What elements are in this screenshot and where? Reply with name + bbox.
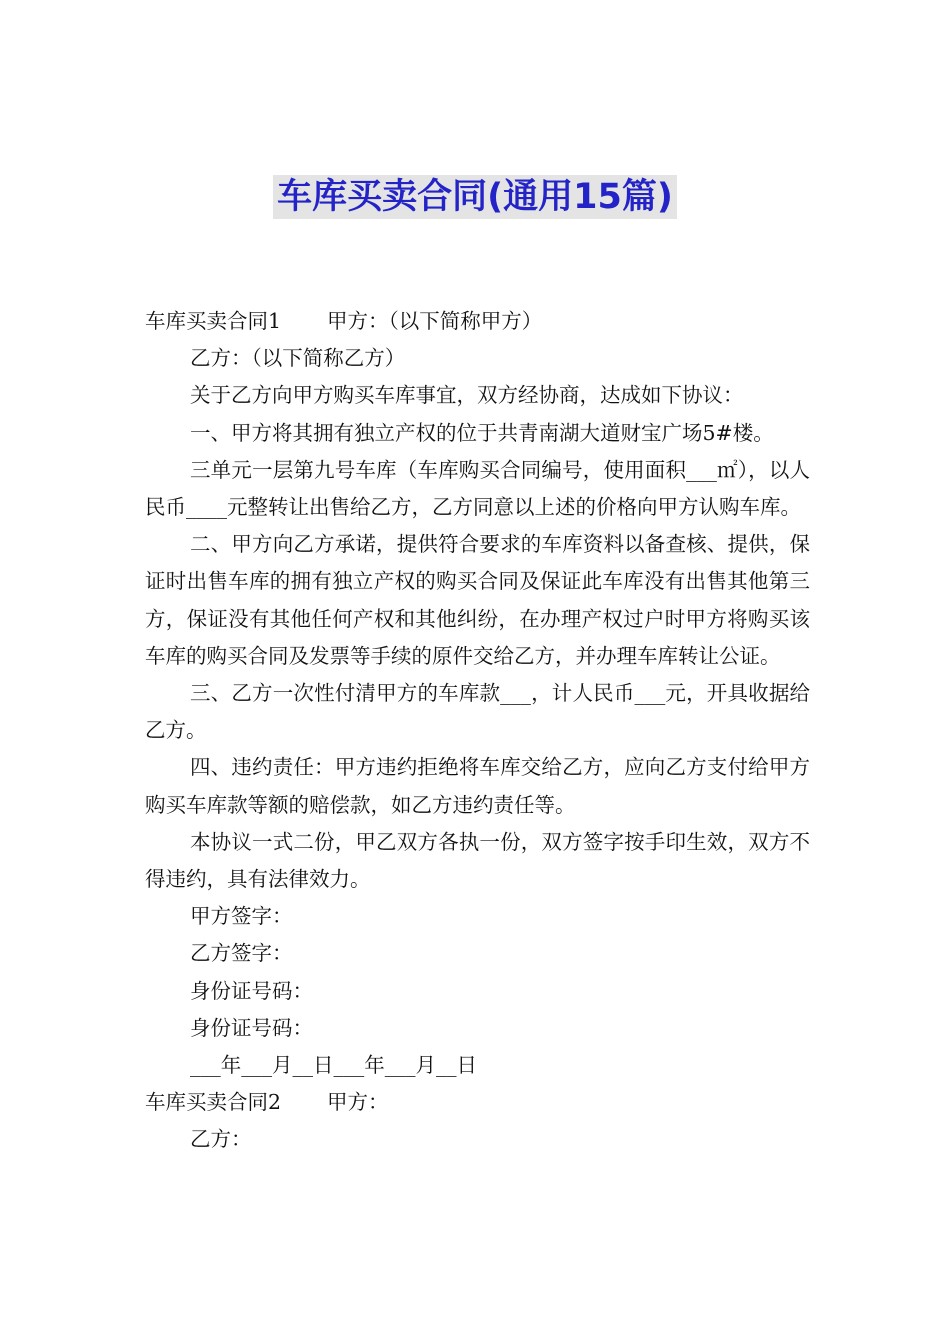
paragraph: 一、甲方将其拥有独立产权的位于共青南湖大道财宝广场5#楼。 [190,420,774,445]
paragraph: 二、甲方向乙方承诺，提供符合要求的车库资料以备查核、提供，保证时出售车库的拥有独立产权的购买合同及保证此车库没有出售其他第三方，保证没有其他任何产权和其他纠纷，在办理产权过户时甲方将购买该车库的购买合同及发票等手续的原件交给乙方，并办理车库转让公证。 [145,532,810,668]
document-title-wrap [0,175,950,219]
signature-line: 甲方签字： [190,904,293,929]
id-number-line: 身份证号码： [190,1015,313,1040]
document-body [145,303,810,1159]
contract-lead: 车库买卖合同2 [145,1090,282,1115]
paragraph: 乙方：（以下简称乙方） [190,346,406,371]
paragraph-text: 甲方： [327,1090,389,1115]
paragraph: 关于乙方向甲方购买车库事宜，双方经协商，达成如下协议： [190,383,744,408]
contract-heading-1 [145,303,810,340]
signature-line: 乙方签字： [190,941,293,966]
paragraph-text: 甲方：（以下简称甲方） [327,309,543,333]
paragraph: 本协议一式二份，甲乙双方各执一份，双方签字按手印生效，双方不得违约，具有法律效力。 [145,829,810,892]
paragraph: 三、乙方一次性付清甲方的车库款___，计人民币___元，开具收据给乙方。 [145,681,810,743]
paragraph: 三单元一层第九号车库（车库购买合同编号，使用面积___㎡），以人民币____元整转让出售给乙方，乙方同意以上述的价格向甲方认购车库。 [145,457,810,520]
contract-heading-2 [145,1084,810,1121]
paragraph: 四、违约责任：甲方违约拒绝将车库交给乙方，应向乙方支付给甲方购买车库款等额的赔偿款，如乙方违约责任等。 [145,755,810,817]
document-title: 车库买卖合同(通用15篇) [273,175,677,219]
date-line: ___年___月__日___年___月__日 [190,1053,477,1078]
id-number-line: 身份证号码： [190,978,313,1003]
paragraph: 乙方： [190,1127,252,1152]
contract-lead: 车库买卖合同1 [145,309,282,333]
